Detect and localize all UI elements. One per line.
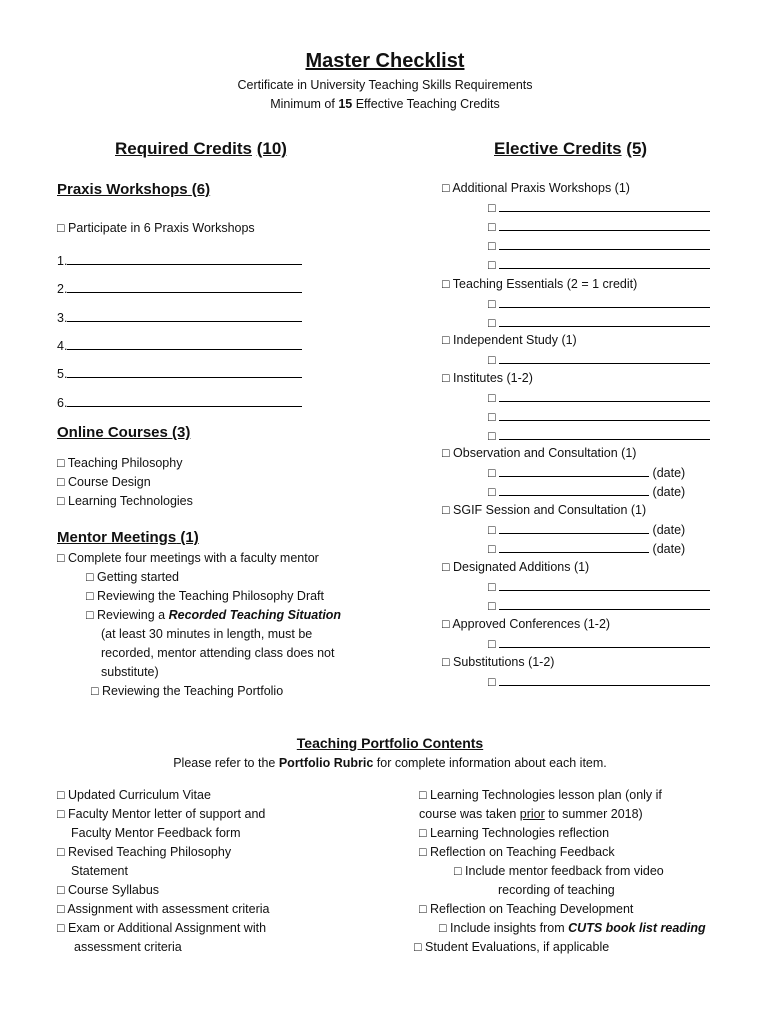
- portfolio-cv[interactable]: □ Updated Curriculum Vitae: [57, 788, 211, 802]
- portfolio-lesson-plan[interactable]: □ Learning Technologies lesson plan (only if: [419, 788, 662, 802]
- elective-group-2[interactable]: □ Teaching Essentials (2 = 1 credit): [442, 277, 638, 291]
- elective-blank-line[interactable]: [499, 674, 710, 686]
- date-label: (date): [652, 466, 686, 480]
- mentor-sub-philosophy-draft[interactable]: □ Reviewing the Teaching Philosophy Draft: [86, 589, 325, 603]
- online-item-teaching-philosophy[interactable]: □ Teaching Philosophy: [57, 456, 183, 470]
- mentor-sub-recorded-situation[interactable]: [86, 608, 341, 622]
- praxis-line-number: 6.: [57, 396, 68, 410]
- portfolio-assignment[interactable]: □ Assignment with assessment criteria: [57, 902, 270, 916]
- praxis-heading: [57, 181, 210, 198]
- credit-minimum: 15: [338, 97, 353, 111]
- elective-blank-line[interactable]: [499, 541, 649, 553]
- elective-credits-heading: [494, 139, 647, 159]
- elective-group-3[interactable]: □ Independent Study (1): [442, 333, 577, 347]
- subtitle-line-1: Certificate in University Teaching Skills Requirements: [237, 78, 533, 92]
- checkbox-icon[interactable]: □: [488, 353, 496, 367]
- praxis-blank-line[interactable]: [67, 253, 302, 265]
- elective-group-6[interactable]: □ SGIF Session and Consultation (1): [442, 503, 647, 517]
- checkbox-icon[interactable]: □: [488, 220, 496, 234]
- mentor-main-item[interactable]: □ Complete four meetings with a faculty mentor: [57, 551, 319, 565]
- portfolio-mentor-video[interactable]: □ Include mentor feedback from video: [454, 864, 664, 878]
- praxis-blank-line[interactable]: [67, 281, 302, 293]
- praxis-line-4[interactable]: [57, 338, 302, 353]
- elective-blank-line[interactable]: [499, 390, 710, 402]
- elective-blank-row[interactable]: [488, 636, 710, 651]
- checkbox-icon[interactable]: □: [488, 599, 496, 613]
- checkbox-icon[interactable]: □: [488, 466, 496, 480]
- praxis-line-number: 2.: [57, 282, 68, 296]
- checkbox-icon[interactable]: □: [488, 391, 496, 405]
- mentor-sub-note-line-3: substitute): [101, 665, 159, 679]
- portfolio-exam[interactable]: □ Exam or Additional Assignment with: [57, 921, 267, 935]
- praxis-blank-line[interactable]: [67, 310, 302, 322]
- praxis-line-number: 5.: [57, 367, 68, 381]
- praxis-participate-item[interactable]: □ Participate in 6 Praxis Workshops: [57, 221, 255, 235]
- recorded-emphasis: Recorded Teaching Situation: [168, 608, 342, 622]
- praxis-blank-line[interactable]: [67, 366, 302, 378]
- praxis-blank-line[interactable]: [67, 338, 302, 350]
- checkbox-icon[interactable]: □: [488, 523, 496, 537]
- elective-group-4[interactable]: □ Institutes (1-2): [442, 371, 533, 385]
- mentor-sub-note-line-2: recorded, mentor attending class does not: [101, 646, 335, 660]
- portfolio-mentor-letter[interactable]: □ Faculty Mentor letter of support and: [57, 807, 266, 821]
- elective-blank-row[interactable]: [488, 257, 710, 272]
- subtitle-line-2: [0, 97, 770, 111]
- portfolio-philosophy[interactable]: □ Revised Teaching Philosophy: [57, 845, 232, 859]
- r2-post: to summer 2018): [544, 807, 643, 821]
- elective-count: (5): [626, 139, 648, 158]
- portfolio-lesson-plan-note: [419, 807, 643, 821]
- subtitle-post: Effective Teaching Credits: [352, 97, 500, 111]
- r8-pre: □ Include insights from: [439, 921, 569, 935]
- portfolio-feedback-reflection[interactable]: □ Reflection on Teaching Feedback: [419, 845, 615, 859]
- praxis-line-6[interactable]: [57, 395, 302, 410]
- checkbox-icon[interactable]: □: [488, 485, 496, 499]
- elective-blank-row[interactable]: [488, 522, 685, 537]
- mentor-count: (1): [180, 529, 199, 546]
- elective-blank-line[interactable]: [499, 598, 710, 610]
- elective-blank-line[interactable]: [499, 352, 710, 364]
- online-item-learning-technologies[interactable]: □ Learning Technologies: [57, 494, 193, 508]
- praxis-line-number: 1.: [57, 254, 68, 268]
- checkbox-icon[interactable]: □: [488, 429, 496, 443]
- elective-blank-line[interactable]: [499, 315, 710, 327]
- elective-blank-line[interactable]: [499, 257, 710, 269]
- date-label: (date): [652, 485, 686, 499]
- elective-blank-row[interactable]: [488, 352, 710, 367]
- praxis-blank-line[interactable]: [67, 395, 302, 407]
- elective-group-7[interactable]: □ Designated Additions (1): [442, 560, 590, 574]
- elective-group-1[interactable]: □ Additional Praxis Workshops (1): [442, 181, 630, 195]
- praxis-line-number: 3.: [57, 311, 68, 325]
- elective-blank-line[interactable]: [499, 428, 710, 440]
- portfolio-philosophy-note: Statement: [71, 864, 128, 878]
- mentor-sub-portfolio[interactable]: □ Reviewing the Teaching Portfolio: [91, 684, 284, 698]
- praxis-line-1[interactable]: [57, 253, 302, 268]
- r8-emphasis: CUTS book list reading: [568, 921, 706, 935]
- mentor-sub-note-line-1: (at least 30 minutes in length, must be: [101, 627, 313, 641]
- elective-blank-row[interactable]: [488, 484, 685, 499]
- elective-blank-row[interactable]: [488, 200, 710, 215]
- checkbox-icon[interactable]: □: [488, 297, 496, 311]
- portfolio-rubric-link[interactable]: Portfolio Rubric: [278, 756, 374, 770]
- elective-blank-row[interactable]: [488, 219, 710, 234]
- elective-blank-row[interactable]: [488, 579, 710, 594]
- elective-blank-line[interactable]: [499, 522, 649, 534]
- mentor-meetings-heading: [57, 529, 199, 546]
- portfolio-exam-note: assessment criteria: [74, 940, 182, 954]
- checkbox-icon[interactable]: □: [488, 410, 496, 424]
- praxis-count: (6): [191, 181, 211, 198]
- checkbox-icon[interactable]: □: [488, 239, 496, 253]
- portfolio-lt-reflection[interactable]: □ Learning Technologies reflection: [419, 826, 610, 840]
- elective-blank-row[interactable]: [488, 541, 685, 556]
- elective-blank-line[interactable]: [499, 636, 710, 648]
- r2-prior: prior: [519, 807, 545, 821]
- portfolio-development-reflection[interactable]: □ Reflection on Teaching Development: [419, 902, 634, 916]
- checkbox-icon[interactable]: □: [488, 316, 496, 330]
- praxis-line-3[interactable]: [57, 310, 302, 325]
- portfolio-mentor-letter-note: Faculty Mentor Feedback form: [71, 826, 241, 840]
- mentor-sub-getting-started[interactable]: □ Getting started: [86, 570, 180, 584]
- elective-group-8[interactable]: □ Approved Conferences (1-2): [442, 617, 611, 631]
- page-title: Master Checklist: [305, 50, 465, 72]
- elective-blank-row[interactable]: [488, 598, 710, 613]
- elective-blank-line[interactable]: [499, 409, 710, 421]
- elective-heading-text: Elective Credits: [494, 139, 622, 158]
- elective-group-5[interactable]: □ Observation and Consultation (1): [442, 446, 637, 460]
- praxis-heading-text: Praxis Workshops: [57, 181, 188, 198]
- praxis-line-number: 4.: [57, 339, 68, 353]
- date-label: (date): [652, 542, 686, 556]
- online-heading-text: Online Courses: [57, 424, 168, 441]
- elective-blank-line[interactable]: [499, 200, 710, 212]
- note-pre: Please refer to the: [173, 756, 279, 770]
- checkbox-icon[interactable]: □: [488, 258, 496, 272]
- elective-blank-row[interactable]: [488, 296, 710, 311]
- required-credits-heading: [115, 139, 287, 159]
- elective-blank-line[interactable]: [499, 484, 649, 496]
- praxis-line-2[interactable]: [57, 281, 302, 296]
- recorded-pre: □ Reviewing a: [86, 608, 169, 622]
- elective-blank-line[interactable]: [499, 296, 710, 308]
- elective-blank-line[interactable]: [499, 238, 710, 250]
- subtitle-pre: Minimum of: [270, 97, 339, 111]
- online-item-course-design[interactable]: □ Course Design: [57, 475, 151, 489]
- praxis-line-5[interactable]: [57, 366, 302, 381]
- checkbox-icon[interactable]: □: [488, 201, 496, 215]
- mentor-heading-text: Mentor Meetings: [57, 529, 177, 546]
- portfolio-student-evaluations[interactable]: □ Student Evaluations, if applicable: [414, 940, 610, 954]
- elective-group-9[interactable]: □ Substitutions (1-2): [442, 655, 555, 669]
- elective-blank-row[interactable]: [488, 674, 710, 689]
- portfolio-heading: Teaching Portfolio Contents: [296, 735, 484, 751]
- elective-blank-row[interactable]: [488, 238, 710, 253]
- elective-blank-row[interactable]: [488, 390, 710, 405]
- elective-blank-row[interactable]: [488, 409, 710, 424]
- checkbox-icon[interactable]: □: [488, 637, 496, 651]
- elective-blank-line[interactable]: [499, 219, 710, 231]
- elective-blank-row[interactable]: [488, 465, 685, 480]
- portfolio-syllabus[interactable]: □ Course Syllabus: [57, 883, 160, 897]
- portfolio-note: [0, 756, 770, 770]
- elective-blank-row[interactable]: [488, 315, 710, 330]
- portfolio-mentor-video-note: recording of teaching: [498, 883, 615, 897]
- r2-pre: course was taken: [419, 807, 520, 821]
- required-count: (10): [256, 139, 287, 158]
- elective-blank-row[interactable]: [488, 428, 710, 443]
- online-count: (3): [172, 424, 191, 441]
- date-label: (date): [652, 523, 686, 537]
- checkbox-icon[interactable]: □: [488, 675, 496, 689]
- portfolio-cuts-insights[interactable]: [439, 921, 706, 935]
- elective-blank-line[interactable]: [499, 465, 649, 477]
- elective-blank-line[interactable]: [499, 579, 710, 591]
- online-courses-heading: [57, 424, 190, 441]
- checkbox-icon[interactable]: □: [488, 580, 496, 594]
- required-heading-text: Required Credits: [115, 139, 252, 158]
- checkbox-icon[interactable]: □: [488, 542, 496, 556]
- note-post: for complete information about each item.: [373, 756, 607, 770]
